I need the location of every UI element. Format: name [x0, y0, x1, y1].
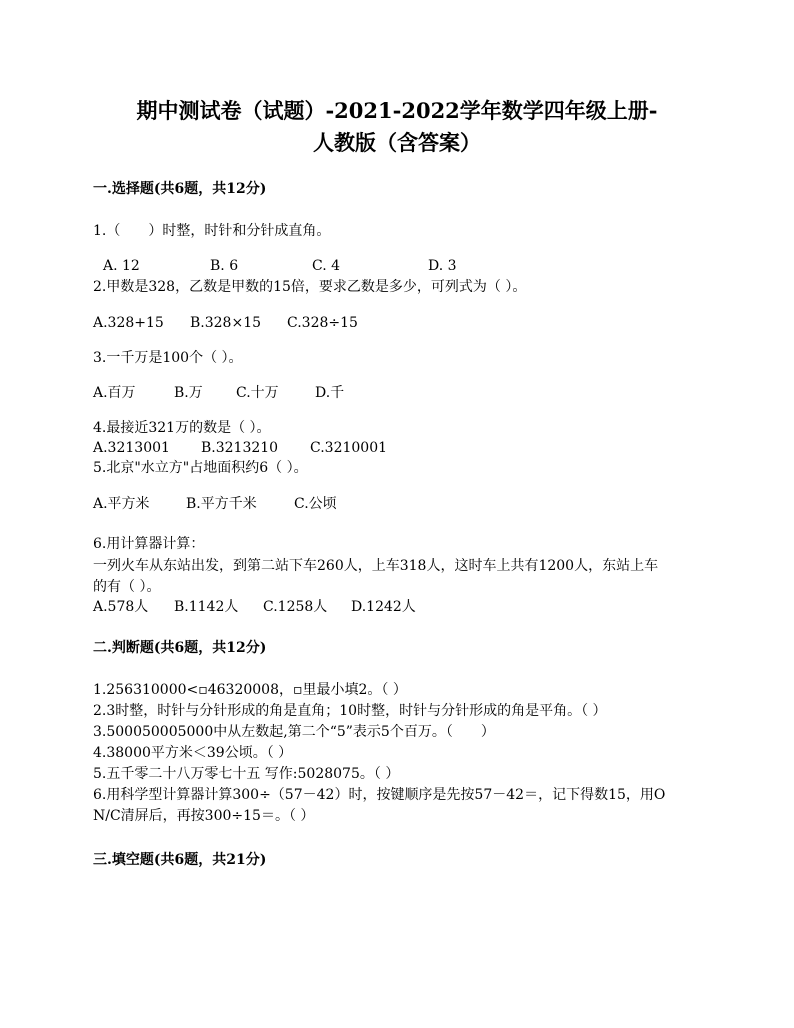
q1-option-c: C. 4: [312, 258, 341, 274]
q4-option-a: A.3213001: [93, 440, 170, 456]
judge-item-6-line-1: 6.用科学型计算器计算300÷（57－42）时，按键顺序是先按57－42＝，记下得数15，用O: [93, 787, 666, 803]
q1-option-b: B. 6: [210, 258, 239, 274]
section-1-heading: 一.选择题(共6题，共12分): [93, 181, 267, 197]
q3-option-a: A.百万: [93, 385, 136, 401]
q6-text-2: 一列火车从东站出发，到第二站下车260人，上车318人，这时车上共有1200人，东站上车: [93, 558, 659, 574]
q6-option-a: A.578人: [93, 599, 149, 615]
q5-option-a: A.平方米: [93, 496, 150, 512]
judge-item-5: 5.五千零二十八万零七十五 写作:5028075。（ ）: [93, 766, 400, 782]
judge-item-3: 3.500050005000中从左数起,第二个“5”表示5个百万。（ ）: [93, 724, 495, 740]
q4-text: 4.最接近321万的数是（ ）。: [93, 420, 271, 436]
q2-option-a: A.328+15: [93, 315, 164, 331]
judge-item-6-line-2: N/C清屏后，再按300÷15＝。（ ）: [93, 808, 315, 824]
q5-option-c: C.公顷: [294, 496, 337, 512]
section-2-heading: 二.判断题(共6题，共12分): [93, 640, 267, 656]
q6-option-c: C.1258人: [263, 599, 328, 615]
title-line-2: 人教版（含答案）: [313, 130, 481, 155]
q1-option-a: A. 12: [103, 258, 140, 274]
q3-option-b: B.万: [174, 385, 203, 401]
q5-text: 5.北京"水立方"占地面积约6（ ）。: [93, 460, 308, 476]
q3-text: 3.一千万是100个（ ）。: [93, 350, 243, 366]
q1-option-d: D. 3: [428, 258, 457, 274]
title-line-1: 期中测试卷（试题）-2021-2022学年数学四年级上册-: [136, 98, 658, 123]
judge-item-2: 2.3时整，时针与分针形成的角是直角；10时整，时针与分针形成的角是平角。（ ）: [93, 703, 607, 719]
q5-option-b: B.平方千米: [186, 496, 257, 512]
section-3-heading: 三.填空题(共6题，共21分): [93, 852, 267, 868]
q6-text-3: 的有（ ）。: [93, 579, 161, 595]
q6-text-1: 6.用计算器计算：: [93, 536, 205, 552]
q6-option-d: D.1242人: [351, 599, 416, 615]
judge-item-4: 4.38000平方米＜39公顷。（ ）: [93, 745, 293, 761]
q2-option-b: B.328×15: [190, 315, 262, 331]
q2-text: 2.甲数是328，乙数是甲数的15倍，要求乙数是多少，可列式为（ ）。: [93, 279, 527, 295]
q4-option-c: C.3210001: [310, 440, 388, 456]
q3-option-d: D.千: [315, 385, 345, 401]
q4-option-b: B.3213210: [201, 440, 279, 456]
q2-option-c: C.328÷15: [287, 315, 358, 331]
q3-option-c: C.十万: [236, 385, 279, 401]
judge-item-1: 1.256310000<▫46320008，▫里最小填2。（ ）: [93, 682, 407, 698]
q1-text: 1.（ ）时整，时针和分针成直角。: [93, 223, 331, 239]
q6-option-b: B.1142人: [174, 599, 239, 615]
